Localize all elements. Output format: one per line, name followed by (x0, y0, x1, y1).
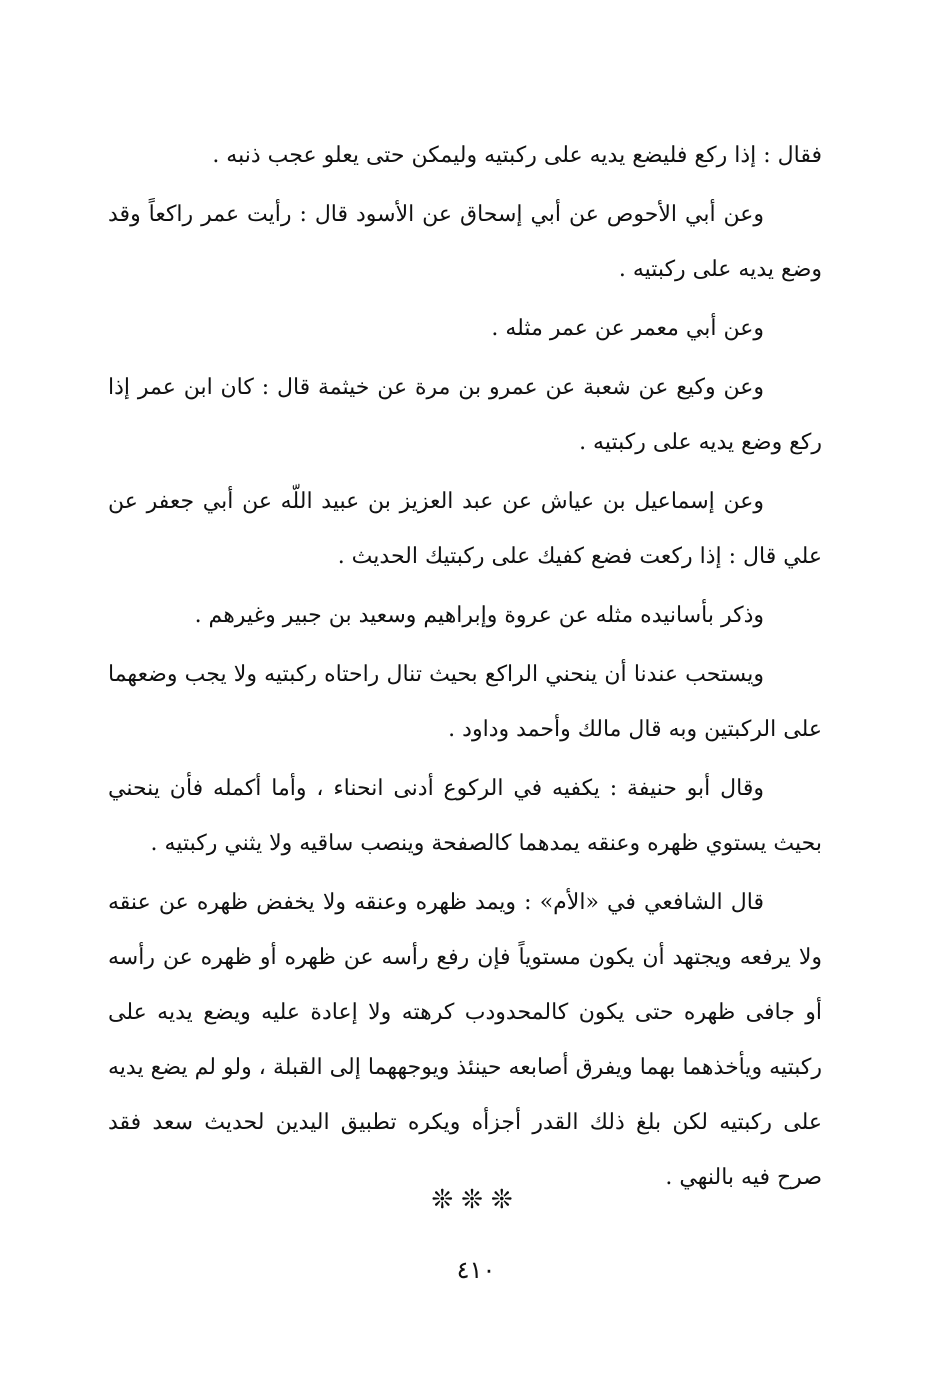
paragraph-1: فقال : إذا ركع فليضع يديه على ركبتيه وليمكن حتى يعلو عجب ذنبه . (212, 143, 822, 168)
paragraph-8: وقال أبو حنيفة : يكفيه في الركوع أدنى انحناء ، وأما أكمله فأن ينحني بحيث يستوي ظهره وعنقه يمدهما كالصفحة وينصب ساقيه ولا يثني ركبتيه . (108, 776, 822, 856)
paragraph-4: وعن وكيع عن شعبة عن عمرو بن مرة عن خيثمة قال : كان ابن عمر إذا ركع وضع يديه على ركبتيه . (108, 375, 822, 455)
paragraph-5: وعن إسماعيل بن عياش عن عبد العزيز بن عبيد اللّه عن أبي جعفر عن علي قال : إذا ركعت فضع كفيك على ركبتيك الحديث . (108, 489, 822, 569)
body-text (108, 128, 822, 1205)
paragraph-6: وذكر بأسانيده مثله عن عروة وإبراهيم وسعيد بن جبير وغيرهم . (194, 603, 764, 628)
paragraph-7: ويستحب عندنا أن ينحني الراكع بحيث تنال راحتاه ركبتيه ولا يجب وضعهما على الركبتين وبه قال مالك وأحمد وداود . (108, 662, 822, 742)
paragraph-9: قال الشافعي في «الأم» : ويمد ظهره وعنقه ولا يخفض ظهره عن عنقه ولا يرفعه ويجتهد أن يكون مستوياً فإن رفع رأسه عن ظهره أو ظهره عن رأسه أو جافى ظهره حتى يكون كالمحدودب كرهته ولا إعادة عليه ويضع يديه على ركبتيه ويأخذهما بهما ويفرق أصابعه حينئذ ويوجههما إلى القبلة ، ولو لم يضع يديه على ركبتيه لكن بلغ ذلك القدر أجزأه ويكره تطبيق اليدين لحديث سعد فقد صرح فيه بالنهي . (108, 890, 822, 1190)
paragraph-3: وعن أبي معمر عن عمر مثله . (491, 316, 764, 341)
section-separator: ❊❊❊ (431, 1185, 521, 1215)
page-number: ٤١٠ (456, 1256, 496, 1284)
paragraph-2: وعن أبي الأحوص عن أبي إسحاق عن الأسود قال : رأيت عمر راكعاً وقد وضع يديه على ركبتيه . (108, 202, 822, 282)
